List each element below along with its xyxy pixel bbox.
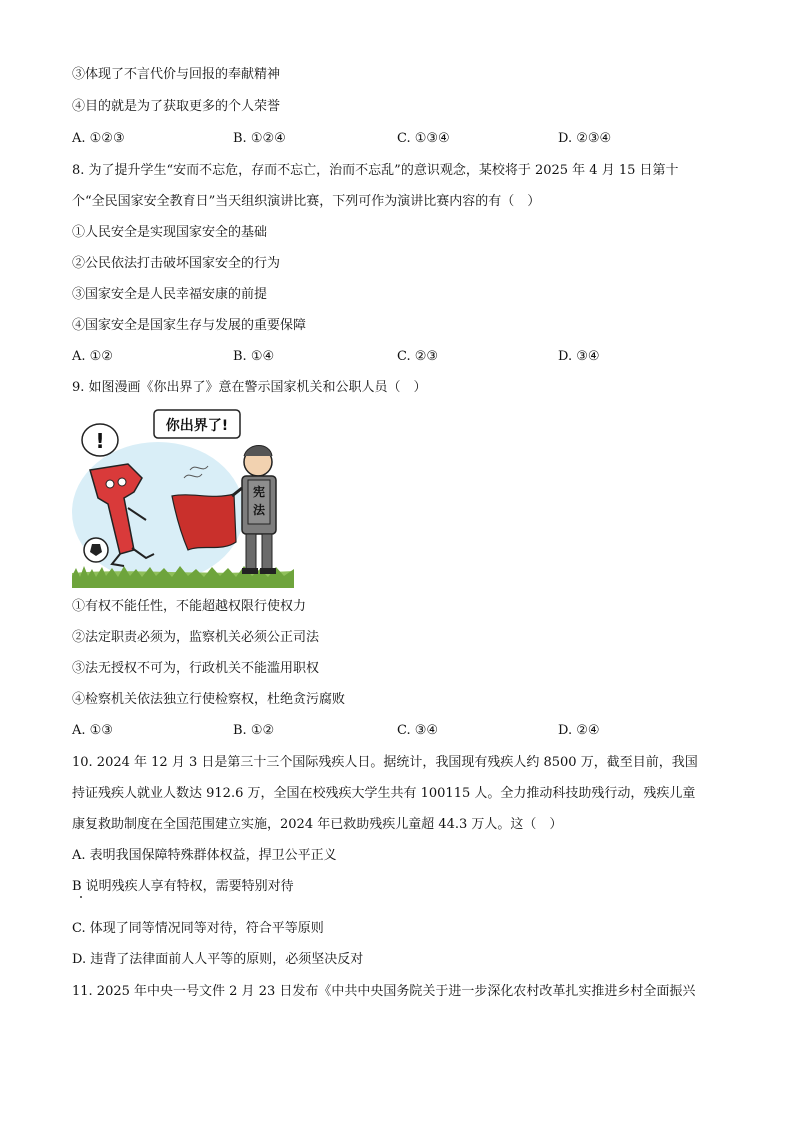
- q9-statement-4: ④检察机关依法独立行使检察权，杜绝贪污腐败: [72, 692, 346, 707]
- q11-stem-line-1: 11. 2025 年中央一号文件 2 月 23 日发布《中共中央国务院关于进一步深化农村改革扎实推进乡村全面振兴: [72, 984, 696, 999]
- q8-option-d: D. ③④: [558, 349, 600, 364]
- soccer-ball: [84, 538, 108, 562]
- q9-statement-1: ①有权不能任性，不能超越权限行使权力: [72, 599, 307, 614]
- q8-statement-4: ④国家安全是国家生存与发展的重要保障: [72, 318, 307, 333]
- q9-option-c: C. ③④: [397, 723, 439, 738]
- q10-option-d: D. 违背了法律面前人人平等的原则，必须坚决反对: [72, 952, 364, 967]
- q9-cartoon: [72, 408, 294, 588]
- q10-option-c: C. 体现了同等情况同等对待，符合平等原则: [72, 921, 324, 936]
- q8-option-c: C. ②③: [397, 349, 439, 364]
- sash-char-1: 宪: [252, 485, 266, 499]
- q9-option-d: D. ②④: [558, 723, 600, 738]
- q7-option-d: D. ②③④: [558, 131, 612, 146]
- speech-bubble-text: 你出界了!: [165, 418, 229, 434]
- q8-statement-1: ①人民安全是实现国家安全的基础: [72, 225, 268, 240]
- q9-statement-2: ②法定职责必须为，监察机关必须公正司法: [72, 630, 320, 645]
- q8-option-b: B. ①④: [233, 349, 275, 364]
- q8-statement-3: ③国家安全是人民幸福安康的前提: [72, 287, 268, 302]
- stray-dot: [80, 896, 82, 898]
- exclamation-mark: !: [95, 429, 105, 453]
- q7-option-c: C. ①③④: [397, 131, 450, 146]
- q9-statement-3: ③法无授权不可为，行政机关不能滥用职权: [72, 661, 320, 676]
- q10-stem-line-2: 持证残疾人就业人数达 912.6 万，全国在校残疾大学生共有 100115 人。全力推动科技助残行动，残疾儿童: [72, 786, 696, 801]
- q7-option-b: B. ①②④: [233, 131, 286, 146]
- q10-stem-line-1: 10. 2024 年 12 月 3 日是第三十三个国际残疾人日。据统计，我国现有残疾人约 8500 万，截至目前，我国: [72, 755, 698, 770]
- q8-statement-2: ②公民依法打击破坏国家安全的行为: [72, 256, 281, 271]
- q8-stem-line-2: 个“全民国家安全教育日”当天组织演讲比赛，下列可作为演讲比赛内容的有（ ）: [72, 194, 541, 209]
- q9-stem: 9. 如图漫画《你出界了》意在警示国家机关和公职人员（ ）: [72, 380, 427, 395]
- q10-option-b: B 说明残疾人享有特权，需要特别对待: [72, 879, 294, 894]
- sash-char-2: 法: [252, 503, 266, 517]
- q7-statement-3: ③体现了不言代价与回报的奉献精神: [72, 67, 281, 82]
- q9-option-b: B. ①②: [233, 723, 275, 738]
- q8-stem-line-1: 8. 为了提升学生“安而不忘危，存而不忘亡，治而不忘乱”的意识观念，某校将于 2025 年 4 月 15 日第十: [72, 163, 679, 178]
- q7-option-a: A. ①②③: [72, 131, 125, 146]
- q8-option-a: A. ①②: [72, 349, 113, 364]
- q10-option-a: A. 表明我国保障特殊群体权益，捍卫公平正义: [72, 848, 337, 863]
- q9-option-a: A. ①③: [72, 723, 113, 738]
- q7-statement-4: ④目的就是为了获取更多的个人荣誉: [72, 99, 281, 114]
- q10-stem-line-3: 康复救助制度在全国范围建立实施，2024 年已救助残疾儿童超 44.3 万人。这（ ）: [72, 817, 563, 832]
